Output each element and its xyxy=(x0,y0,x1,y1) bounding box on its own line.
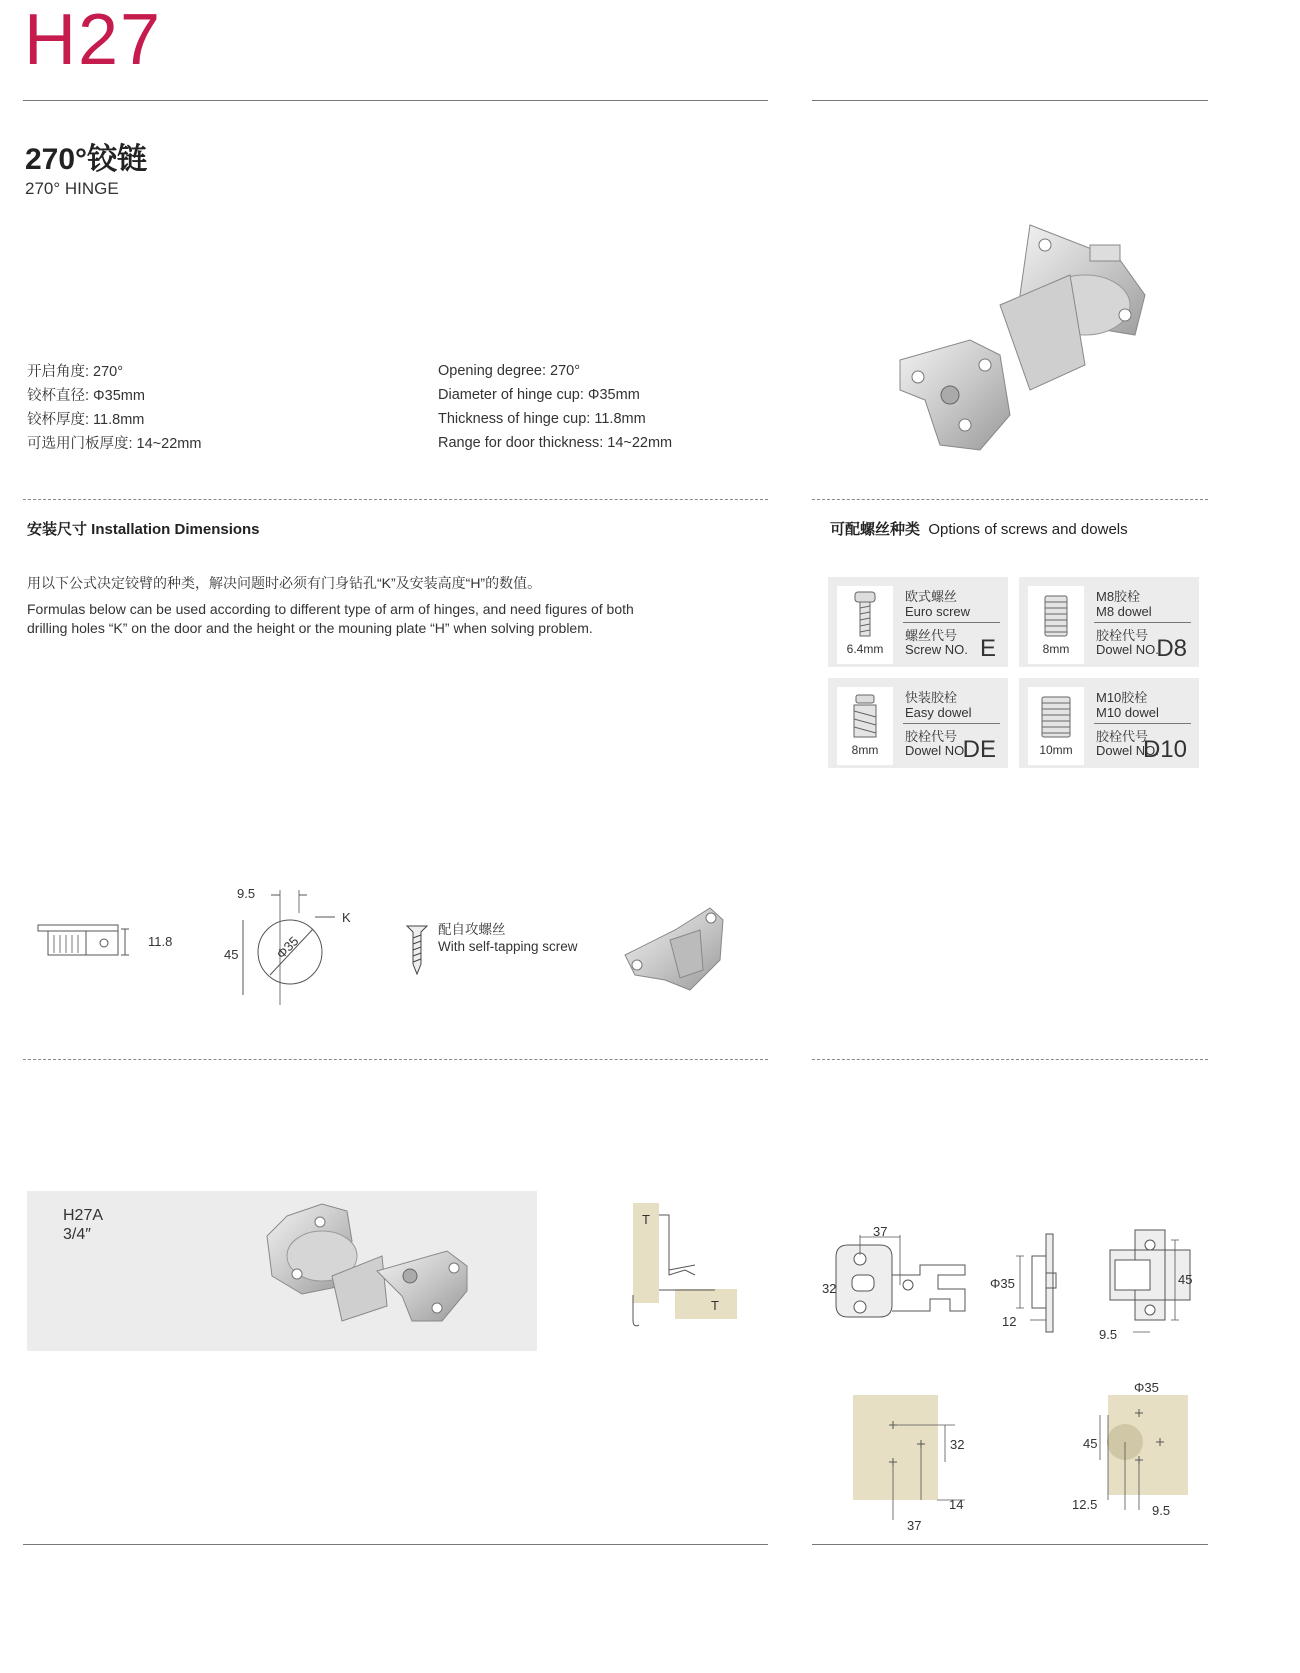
card-label-cn: 胶栓代号 xyxy=(905,729,958,744)
card-name-en: Euro screw xyxy=(905,604,971,619)
installation-heading: 安装尺寸 Installation Dimensions xyxy=(27,521,260,538)
spec-diameter-en: Diameter of hinge cup: Φ35mm xyxy=(438,387,640,403)
card-size: 10mm xyxy=(1039,743,1073,757)
dim-45: 45 xyxy=(224,947,239,962)
product-title-cn: 270°铰链 xyxy=(25,143,148,176)
divider-right-2 xyxy=(812,1059,1208,1060)
card-name-en: Easy dowel xyxy=(905,705,972,720)
cabinet-drill-template xyxy=(845,1390,975,1535)
m10-dowel-icon xyxy=(1028,687,1084,747)
screw-card-euro xyxy=(828,577,1008,667)
variant-model: H27A xyxy=(63,1207,104,1224)
dim-9-5-front: 9.5 xyxy=(1099,1327,1118,1342)
dim-32-left: 32 xyxy=(822,1281,837,1296)
installation-note-cn: 用以下公式决定铰臂的种类，解决问题时必须有门身钻孔“K”及安装高度“H”的数值。 xyxy=(27,575,542,591)
spec-thickness-cn: 铰杯厚度: 11.8mm xyxy=(27,412,145,428)
card-name-cn: M10胶栓 xyxy=(1096,690,1148,705)
variant-t-top: T xyxy=(642,1212,650,1227)
mounting-plate-image xyxy=(615,900,730,1000)
card-label-en: Dowel NO. xyxy=(905,743,968,758)
variant-t-right: T xyxy=(711,1298,719,1313)
screw-card-m8 xyxy=(1019,577,1199,667)
dim-37-template: 37 xyxy=(907,1518,922,1533)
card-code: E xyxy=(979,635,996,662)
card-code: DE xyxy=(962,736,996,763)
specs-en xyxy=(438,359,672,455)
variant-hinge-image xyxy=(262,1196,477,1336)
screws-heading-en: Options of screws and dowels xyxy=(928,521,1128,538)
spec-thickness-en: Thickness of hinge cup: 11.8mm xyxy=(438,411,646,427)
header-rule-right xyxy=(812,100,1208,101)
screw-card-m10 xyxy=(1019,678,1199,768)
divider-right-1 xyxy=(812,499,1208,500)
dim-phi35-side: Φ35 xyxy=(990,1276,1015,1291)
card-label-cn: 胶栓代号 xyxy=(1096,628,1149,643)
screws-heading-cn: 可配螺丝种类 xyxy=(830,521,921,538)
card-name-en: M8 dowel xyxy=(1096,604,1152,619)
screw-card-easy xyxy=(828,678,1008,768)
installation-note-en-line2: drilling holes “K” on the door and the height or the mouning plate “H” when solving problem. xyxy=(27,620,593,636)
card-size: 8mm xyxy=(1042,642,1070,656)
card-name-cn: M8胶栓 xyxy=(1096,589,1141,604)
dim-9-5-template: 9.5 xyxy=(1152,1503,1171,1518)
spec-door-range-cn: 可选用门板厚度: 14~22mm xyxy=(27,436,202,452)
footer-rule-left xyxy=(23,1544,768,1545)
series-code: H27 xyxy=(24,0,163,80)
cup-side-drawing xyxy=(30,915,140,965)
dim-12-5: 12.5 xyxy=(1072,1497,1098,1512)
dim-45-template: 45 xyxy=(1083,1436,1098,1451)
specs-cn xyxy=(27,360,201,456)
easy-dowel-icon xyxy=(837,687,893,747)
card-code: D10 xyxy=(1142,736,1187,763)
variant-overlay: 3/4″ xyxy=(63,1226,91,1243)
card-label-en: Screw NO. xyxy=(905,642,968,657)
divider-left-1 xyxy=(23,499,768,500)
cup-thickness-label: 11.8 xyxy=(148,934,173,949)
dim-12: 12 xyxy=(1002,1314,1017,1329)
self-tapping-screw-icon xyxy=(405,920,431,976)
spec-diameter-cn: 铰杯直径: Φ35mm xyxy=(27,388,145,404)
dim-45-front: 45 xyxy=(1178,1272,1193,1287)
spec-opening-en: Opening degree: 270° xyxy=(438,363,581,379)
screws-heading xyxy=(830,518,1128,539)
dim-k: K xyxy=(342,910,351,925)
dim-32-template: 32 xyxy=(950,1437,965,1452)
installation-note-en xyxy=(27,600,634,638)
dim-37-top: 37 xyxy=(873,1224,888,1239)
card-label-cn: 胶栓代号 xyxy=(1096,729,1149,744)
variant-label xyxy=(63,1206,103,1244)
euro-screw-icon xyxy=(837,586,893,646)
card-label-en: Dowel NO. xyxy=(1096,642,1159,657)
screw-caption xyxy=(438,921,578,955)
spec-opening-cn: 开启角度: 270° xyxy=(27,364,124,380)
card-size: 6.4mm xyxy=(846,642,884,656)
dim-14: 14 xyxy=(949,1497,964,1512)
card-label-cn: 螺丝代号 xyxy=(905,628,958,643)
screw-caption-en: With self-tapping screw xyxy=(438,939,578,954)
dim-phi35-template: Φ35 xyxy=(1134,1380,1159,1395)
card-name-cn: 欧式螺丝 xyxy=(905,589,958,604)
footer-rule-right xyxy=(812,1544,1208,1545)
card-name-cn: 快装胶栓 xyxy=(905,690,958,705)
screw-caption-cn: 配自攻螺丝 xyxy=(438,922,506,937)
card-name-en: M10 dowel xyxy=(1096,705,1159,720)
installation-note-en-line1: Formulas below can be used according to different type of arm of hinges, and need figures of both xyxy=(27,601,634,617)
card-label-en: Dowel NO. xyxy=(1096,743,1159,758)
dim-phi35: Φ35 xyxy=(273,933,302,962)
arm-top-drawing xyxy=(820,1225,980,1335)
header-rule-left xyxy=(23,100,768,101)
hinge-product-image xyxy=(880,215,1170,465)
card-size: 8mm xyxy=(851,743,879,757)
spec-door-range-en: Range for door thickness: 14~22mm xyxy=(438,435,673,451)
product-title-en: 270° HINGE xyxy=(25,179,119,198)
m8-dowel-icon xyxy=(1028,586,1084,646)
card-code: D8 xyxy=(1156,635,1187,662)
dim-9-5: 9.5 xyxy=(237,886,256,901)
divider-left-2 xyxy=(23,1059,768,1060)
